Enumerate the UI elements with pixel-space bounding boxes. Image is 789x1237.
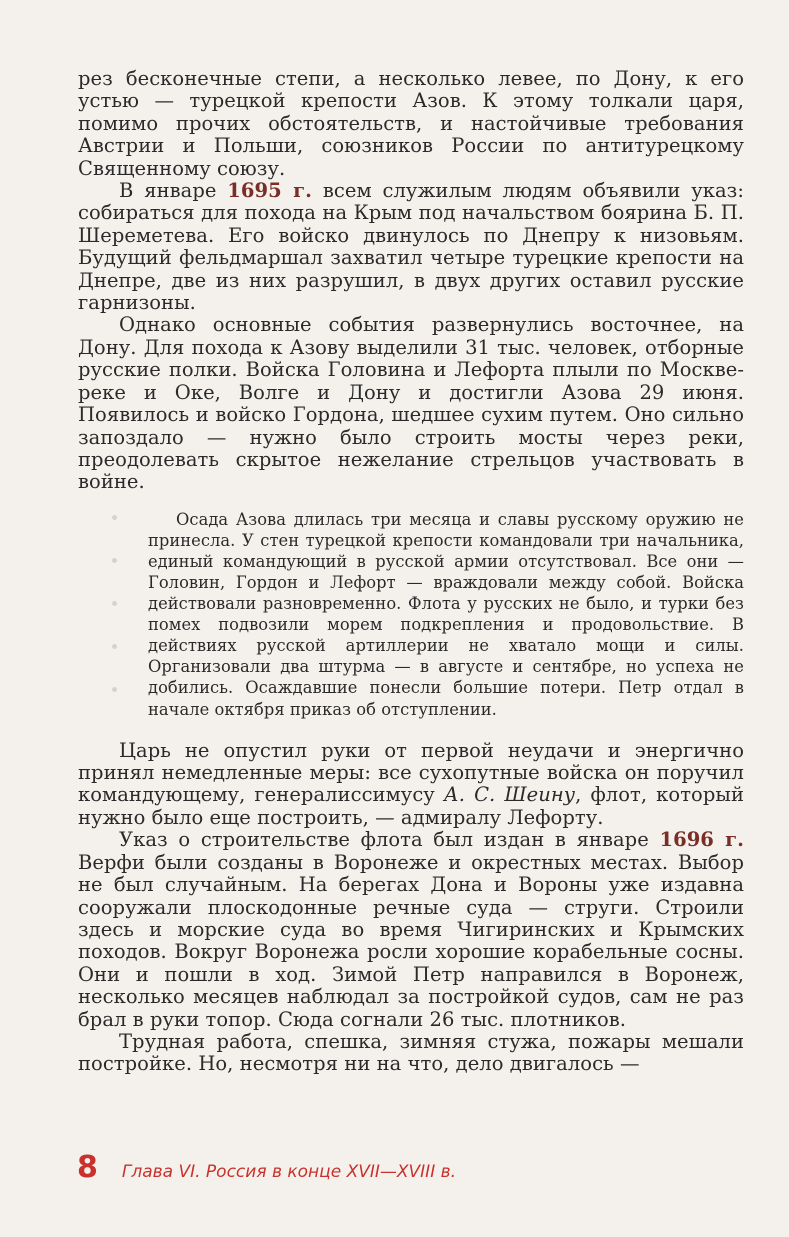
small-print-block [106,509,744,720]
paragraph-5 [78,740,744,830]
page-body [78,68,744,1076]
paragraph-4-small: Осада Азова длилась три месяца и славы русскому оружию не принесла. У стен турецкой крепости командовали три начальника, единый командующий в русской армии отсутствовал. Все они — Головин, Гордон и Лефорт — враждовали между собой. Войска действовали разновременно. Флота у русских не было, и турки без помех подвозили морем подкрепления и продовольствие. В действиях русской артиллерии не хватало мощи и силы. Организовали два штурма — в августе и сентябре, но успеха не добились. Осаждавшие понесли большие потери. Петр отдал в начале октября приказ об отступлении. [148,509,744,719]
paragraph-2 [78,180,744,314]
name-shein: А. С. Шеину [443,783,576,807]
paragraph-5-text-start: Царь не опустил руки от первой неудачи и энергично принял немедленные меры: все сухопутные войска он поручил командующему, генералиссимусу [78,738,744,807]
paragraph-7: Трудная работа, спешка, зимняя стужа, пожары мешали постройке. Но, несмотря ни на что, дело двигалось — [78,1029,744,1076]
paragraph-1: рез бесконечные степи, а несколько левее, по Дону, к его устью — турецкой крепости Азов. К этому толкали царя, помимо прочих обстоятельств, и настойчивые требования Австрии и Польши, союзников России по антитурецкому Священному союзу. [78,67,744,180]
year-1695: 1695 г. [227,179,313,203]
page-number: 8 [77,1150,98,1185]
paragraph-2-text-end: всем служилым людям объявили указ: собираться для похода на Крым под начальством боярина Б. П. Шереметева. Его войско двинулось по Днепру к низовьям. Будущий фельдмаршал захватил четыре турецкие крепости на Днепре, две из них разрушил, в двух других оставил русские гарнизоны. [78,179,744,315]
margin-dots-decoration [112,515,120,730]
year-1696: 1696 г. [659,828,744,852]
page-footer [77,1150,456,1185]
margin-dot [112,515,117,520]
paragraph-6-text-end: Верфи были созданы в Воронеже и окрестных местах. Выбор не был случайным. На берегах Дона и Вороны уже издавна сооружали плоскодонные речные суда — струги. Строили здесь и морские суда во время Чигиринских и Крымских походов. Вокруг Воронежа росли хорошие корабельные сосны. Они и пошли в ход. Зимой Петр направился в Воронеж, несколько месяцев наблюдал за постройкой судов, сам не раз брал в руки топор. Сюда согнали 26 тыс. плотников. [78,850,744,1031]
margin-dot [112,687,117,692]
paragraph-6-text-start: Указ о строительстве флота был издан в январе [119,828,660,852]
paragraph-3: Однако основные события развернулись восточнее, на Дону. Для похода к Азову выделили 31 тыс. человек, отборные русские полки. Войска Головина и Лефорта плыли по Москве-реке и Оке, Волге и Дону и достигли Азова 29 июня. Появилось и войско Гордона, шедшее сухим путем. Оно сильно запоздало — нужно было строить мосты через реки, преодолевать скрытое нежелание стрельцов участвовать в войне. [78,313,744,494]
margin-dot [112,601,117,606]
paragraph-6 [78,829,744,1031]
chapter-title: Глава VI. Россия в конце XVII—XVIII в. [121,1162,457,1182]
margin-dot [112,558,117,563]
margin-dot [112,644,117,649]
paragraph-5-text-end: , флот, который нужно было еще построить, — адмиралу Лефорту. [78,783,744,829]
paragraph-2-text-start: В январе [119,179,228,203]
